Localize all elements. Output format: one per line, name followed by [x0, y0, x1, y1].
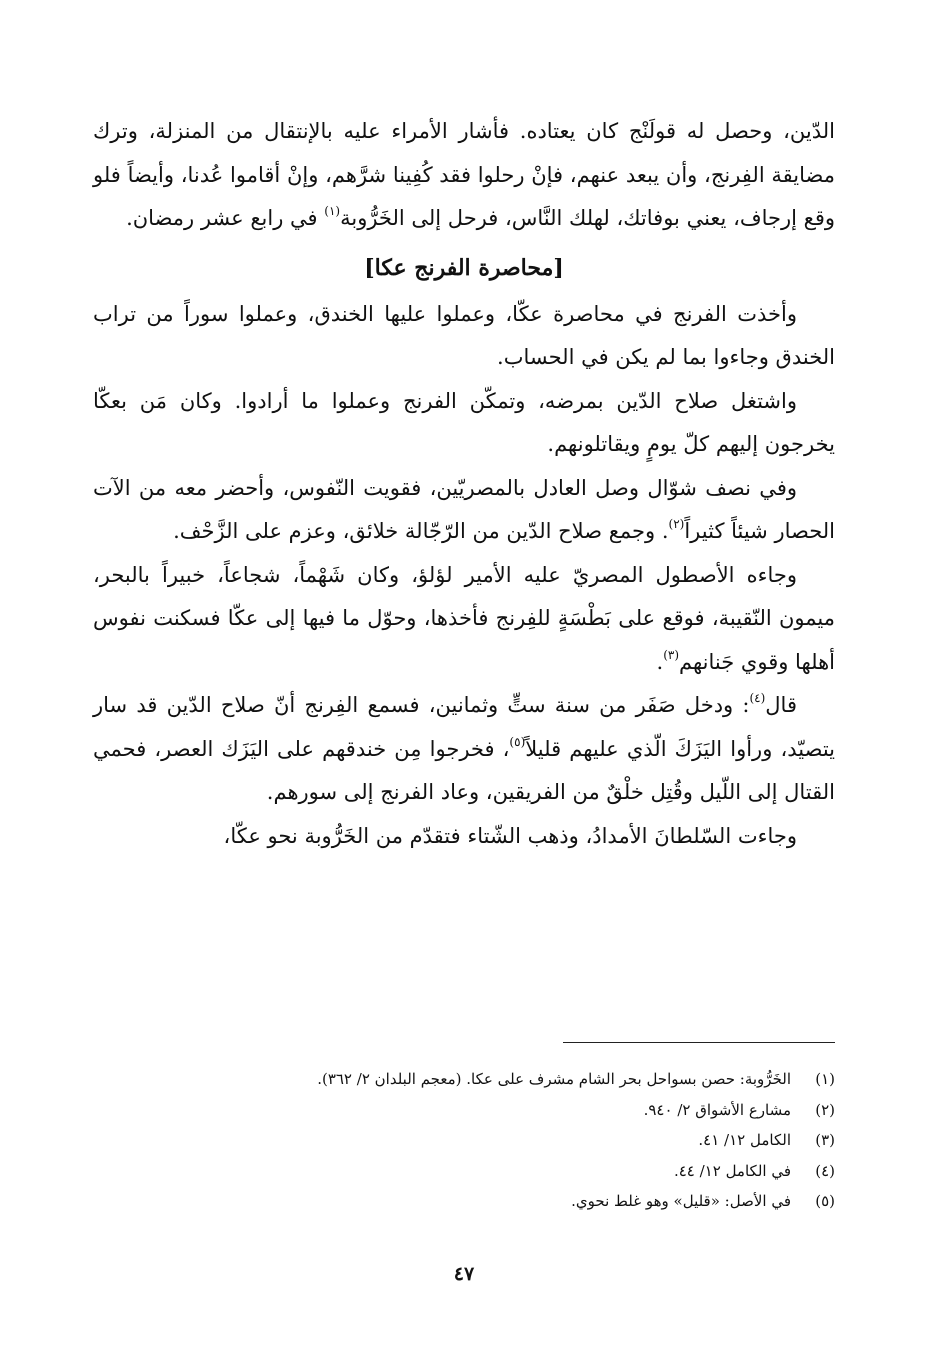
- footnote-text: في الأصل: «قليل» وهو غلط نحوي.: [571, 1192, 791, 1210]
- paragraph-text-after: . وجمع صلاح الدّين من الرّجّالة خلائق، وعزم على الزَّحْف.: [173, 519, 669, 543]
- footnote: [93, 1125, 835, 1156]
- footnote-text: مشارع الأشواق ٢/ ٩٤٠.: [643, 1100, 791, 1119]
- footnote-ref: (٢): [668, 517, 685, 531]
- paragraph: [93, 815, 835, 859]
- main-text: [93, 110, 835, 858]
- paragraph-continued: [93, 110, 835, 241]
- paragraph-text: الدّين، وحصل له قولَنْج كان يعتاده. فأشار الأمراء عليه بالإنتقال من المنزلة، وترك مضايقة الفِرنج، وأن يبعد عنهم، فإنْ رحلوا فقد كُفِينا شرَّهم، وإنْ أقاموا عُدنا، وأيضاً فلو وقع إرجاف، يعني بوفاتك، لهلك النَّاس، فرحل إلى الخَرُّوبة: [93, 119, 835, 230]
- paragraph: [93, 467, 835, 554]
- footnote-number: (٢): [815, 1100, 835, 1119]
- paragraph-text: وفي نصف شوّال وصل العادل بالمصريّين، فقويت النّفوس، وأحضر معه من الآت الحصار شيئاً كثيراً: [93, 475, 835, 543]
- paragraph: [93, 380, 835, 467]
- paragraph: [93, 293, 835, 380]
- footnote-separator: [563, 1042, 835, 1043]
- footnote-number: (٣): [815, 1131, 835, 1149]
- paragraph-text-after: في رابع عشر رمضان.: [126, 206, 325, 230]
- footnote-number: (١): [815, 1070, 835, 1088]
- paragraph-text: قال: [765, 693, 797, 717]
- paragraph-text: وجاءت السّلطانَ الأمدادُ، وذهب الشّتاء فتقدّم من الخَرُّوبة نحو عكّا،: [223, 823, 797, 848]
- footnote: [93, 1156, 835, 1187]
- paragraph-text-after: ، فخرجوا مِن خندقهم على اليَزَك العصر، فحمي القتال إلى اللّيل وقُتِل خلْقٌ من الفريقين، وعاد الفرنج إلى سورهم.: [93, 736, 835, 804]
- paragraph-text: وأخذت الفرنج في محاصرة عكّا، وعملوا عليها الخندق، وعملوا سوراً من تراب الخندق وجاءوا بما لم يكن في الحساب.: [93, 301, 835, 369]
- footnote: [93, 1186, 835, 1217]
- footnote: [93, 1095, 835, 1126]
- paragraph-text-after: .: [656, 649, 664, 674]
- footnote-number: (٤): [815, 1161, 835, 1180]
- footnotes: [93, 1064, 835, 1217]
- footnote-ref: (٣): [663, 647, 680, 662]
- footnote-number: (٥): [815, 1192, 835, 1210]
- footnote-ref: (١): [324, 204, 341, 218]
- paragraph: [93, 684, 835, 815]
- footnote-ref: (٤): [749, 691, 766, 705]
- footnote-text: الخَرُّوبة: حصن بسواحل بحر الشام مشرف على عكا. (معجم البلدان ٢/ ٣٦٢).: [317, 1070, 791, 1088]
- page-number: ٤٧: [453, 1263, 475, 1285]
- paragraph-text: وجاءه الأصطول المصريّ عليه الأمير لؤلؤ، وكان شَهْماً، شجاعاً، خبيراً بالبحر، ميمون النّقيبة، فوقع على بَطْسَةٍ للفِرنج فأخذها، وحوّل ما فيها إلى عكّا فسكنت نفوس أهلها وقوي جَنانهم: [93, 562, 835, 674]
- paragraph-text-after: : ودخل صَفَر من سنة ستٍّ وثمانين، فسمع الفِرنج أنّ صلاح الدّين قد سار يتصيّد، ورأوا اليَزَكَ الّذي عليهم قليلاً: [93, 693, 835, 761]
- footnote-text: في الكامل ١٢/ ٤٤.: [673, 1161, 791, 1180]
- paragraph: [93, 554, 835, 685]
- section-heading: [محاصرة الفرنج عكا]: [364, 254, 564, 281]
- footnote-ref: (٥): [509, 734, 526, 749]
- paragraph-text: واشتغل صلاح الدّين بمرضه، وتمكّن الفرنج وعملوا ما أرادوا. وكان مَن بعكّا يخرجون إليهم كلّ يومٍ ويقاتلونهم.: [93, 388, 835, 456]
- footnote-text: الكامل ١٢/ ٤١.: [698, 1131, 791, 1149]
- footnote: [93, 1064, 835, 1095]
